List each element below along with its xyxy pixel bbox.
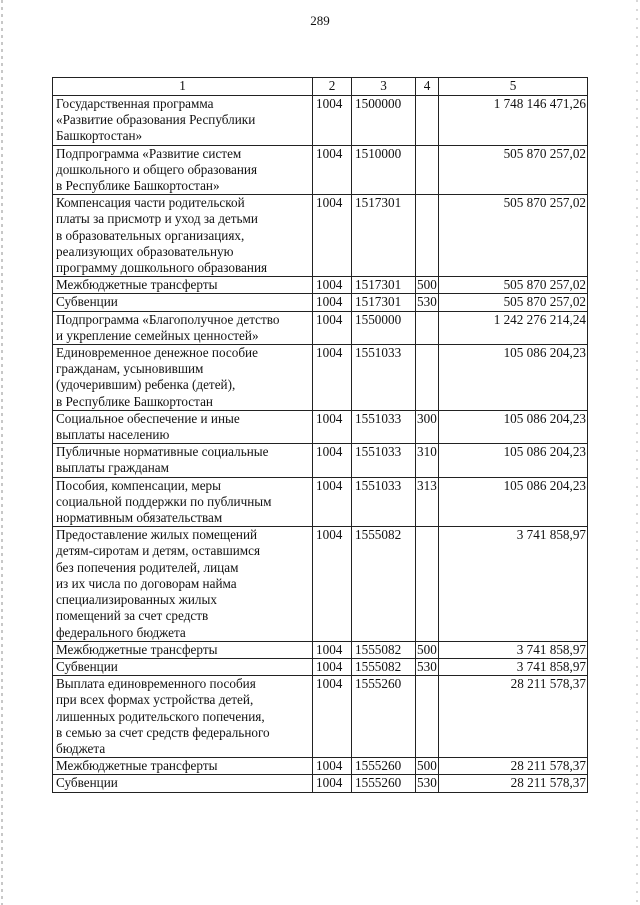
expense-kind-cell: 530 xyxy=(417,294,437,310)
column-header: 4 xyxy=(416,78,439,96)
target-code-cell: 1517301 xyxy=(352,195,416,277)
row-name-cell: Межбюджетные трансферты xyxy=(53,277,313,294)
expense-kind-cell xyxy=(416,527,439,641)
expense-kind-cell: 313 xyxy=(416,477,439,527)
target-code-cell: 1550000 xyxy=(352,311,416,344)
table-row xyxy=(53,410,588,443)
header-row xyxy=(53,78,588,96)
section-code-cell: 1004 xyxy=(313,277,352,294)
target-code-cell: 1551033 xyxy=(352,477,416,527)
budget-table xyxy=(52,77,588,793)
section-code-cell: 1004 xyxy=(313,658,352,675)
expense-kind-cell: 500 xyxy=(417,641,437,657)
row-name-cell: Межбюджетные трансферты xyxy=(53,641,313,658)
row-name-cell: Публичные нормативные социальные выплаты гражданам xyxy=(53,444,313,477)
row-name-cell: Государственная программа «Развитие образования Республики Башкортостан» xyxy=(53,96,313,146)
amount-cell: 28 211 578,37 xyxy=(439,775,588,792)
target-code-cell: 1555082 xyxy=(352,658,416,675)
amount-cell: 505 870 257,02 xyxy=(439,145,588,195)
expense-kind-cell: 500 xyxy=(417,277,437,293)
row-name-cell: Межбюджетные трансферты xyxy=(53,758,313,775)
table-row xyxy=(53,145,588,195)
target-code-cell: 1555260 xyxy=(352,775,416,792)
column-header: 2 xyxy=(313,78,352,96)
expense-kind-cell: 310 xyxy=(416,444,439,477)
amount-cell: 105 086 204,23 xyxy=(439,444,588,477)
table-row xyxy=(53,345,588,411)
row-name-cell: Подпрограмма «Развитие систем дошкольного и общего образования в Республике Башкортостан» xyxy=(53,145,313,195)
table-row xyxy=(53,758,588,775)
column-header: 3 xyxy=(352,78,416,96)
table-row xyxy=(53,641,588,658)
table-row xyxy=(53,444,588,477)
section-code-cell: 1004 xyxy=(313,195,352,277)
table-row xyxy=(53,775,588,792)
row-name-cell: Субвенции xyxy=(53,294,313,311)
row-name-cell: Предоставление жилых помещений детям-сиротам и детям, оставшимся без попечения родителей, лицам из их числа по договорам найма специализированных жилых помещений за счет средств федерального бюджета xyxy=(53,527,313,641)
column-header: 5 xyxy=(439,78,588,96)
table-row xyxy=(53,277,588,294)
table-row xyxy=(53,527,588,641)
amount-cell: 1 748 146 471,26 xyxy=(439,96,588,146)
row-name-cell: Подпрограмма «Благополучное детство и укрепление семейных ценностей» xyxy=(53,311,313,344)
table-row xyxy=(53,477,588,527)
expense-kind-cell: 300 xyxy=(416,410,439,443)
section-code-cell: 1004 xyxy=(313,641,352,658)
table-row xyxy=(53,96,588,146)
expense-kind-cell xyxy=(416,96,439,146)
expense-kind-cell xyxy=(416,345,439,411)
row-name-cell: Единовременное денежное пособие гражданам, усыновившим (удочерившим) ребенка (детей), в Республике Башкортостан xyxy=(53,345,313,411)
expense-kind-cell: 500 xyxy=(417,758,437,774)
row-name-cell: Социальное обеспечение и иные выплаты населению xyxy=(53,410,313,443)
section-code-cell: 1004 xyxy=(313,758,352,775)
expense-kind-cell: 530 xyxy=(417,775,437,791)
section-code-cell: 1004 xyxy=(313,775,352,792)
target-code-cell: 1517301 xyxy=(352,277,416,294)
amount-cell: 28 211 578,37 xyxy=(439,758,588,775)
section-code-cell: 1004 xyxy=(313,294,352,311)
section-code-cell: 1004 xyxy=(313,477,352,527)
section-code-cell: 1004 xyxy=(313,311,352,344)
scan-edge-left xyxy=(1,0,3,905)
expense-kind-cell xyxy=(416,195,439,277)
section-code-cell: 1004 xyxy=(313,96,352,146)
table-header xyxy=(53,78,588,96)
section-code-cell: 1004 xyxy=(313,527,352,641)
target-code-cell: 1555260 xyxy=(352,676,416,758)
amount-cell: 3 741 858,97 xyxy=(439,527,588,641)
amount-cell: 505 870 257,02 xyxy=(439,294,588,311)
table-body xyxy=(53,96,588,793)
section-code-cell: 1004 xyxy=(313,410,352,443)
target-code-cell: 1555082 xyxy=(352,527,416,641)
table-row xyxy=(53,294,588,311)
section-code-cell: 1004 xyxy=(313,145,352,195)
amount-cell: 3 741 858,97 xyxy=(439,641,588,658)
section-code-cell: 1004 xyxy=(313,676,352,758)
target-code-cell: 1555082 xyxy=(352,641,416,658)
target-code-cell: 1551033 xyxy=(352,444,416,477)
expense-kind-cell xyxy=(416,311,439,344)
table-row xyxy=(53,311,588,344)
amount-cell: 1 242 276 214,24 xyxy=(439,311,588,344)
target-code-cell: 1555260 xyxy=(352,758,416,775)
amount-cell: 505 870 257,02 xyxy=(439,195,588,277)
target-code-cell: 1510000 xyxy=(352,145,416,195)
amount-cell: 505 870 257,02 xyxy=(439,277,588,294)
table-row xyxy=(53,676,588,758)
table-row xyxy=(53,658,588,675)
amount-cell: 3 741 858,97 xyxy=(439,658,588,675)
row-name-cell: Субвенции xyxy=(53,775,313,792)
expense-kind-cell xyxy=(416,145,439,195)
table-row xyxy=(53,195,588,277)
target-code-cell: 1551033 xyxy=(352,410,416,443)
amount-cell: 105 086 204,23 xyxy=(439,345,588,411)
scan-edge-right xyxy=(636,0,638,905)
amount-cell: 105 086 204,23 xyxy=(439,477,588,527)
section-code-cell: 1004 xyxy=(313,444,352,477)
section-code-cell: 1004 xyxy=(313,345,352,411)
row-name-cell: Выплата единовременного пособия при всех формах устройства детей, лишенных родительского попечения, в семью за счет средств федерального бюджета xyxy=(53,676,313,758)
target-code-cell: 1517301 xyxy=(352,294,416,311)
row-name-cell: Субвенции xyxy=(53,658,313,675)
expense-kind-cell: 530 xyxy=(417,658,437,674)
target-code-cell: 1500000 xyxy=(352,96,416,146)
amount-cell: 105 086 204,23 xyxy=(439,410,588,443)
expense-kind-cell xyxy=(416,676,439,758)
row-name-cell: Пособия, компенсации, меры социальной поддержки по публичным нормативным обязательствам xyxy=(53,477,313,527)
page-number: 289 xyxy=(310,13,330,28)
target-code-cell: 1551033 xyxy=(352,345,416,411)
amount-cell: 28 211 578,37 xyxy=(439,676,588,758)
column-header: 1 xyxy=(53,78,313,96)
row-name-cell: Компенсация части родительской платы за присмотр и уход за детьми в образовательных организациях, реализующих образовательную программу дошкольного образования xyxy=(53,195,313,277)
